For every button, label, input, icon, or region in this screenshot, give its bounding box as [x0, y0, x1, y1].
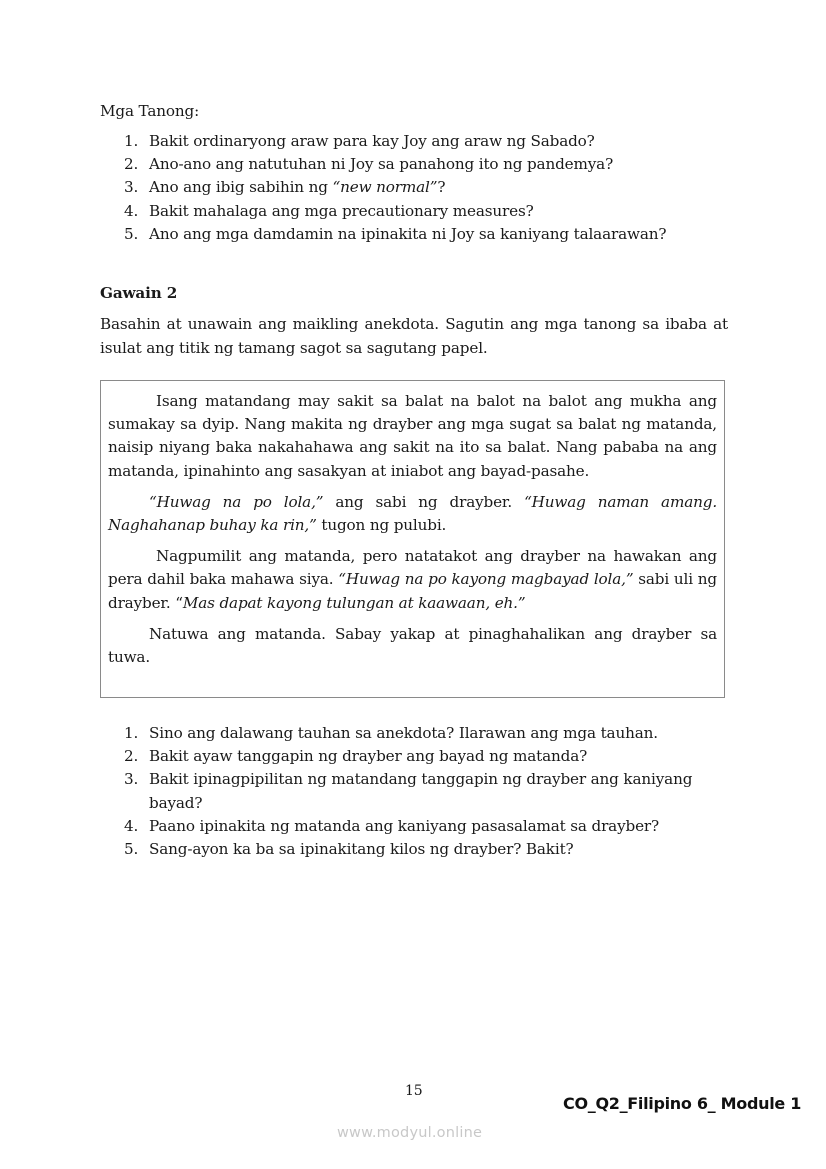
item-number: 3.	[124, 178, 139, 197]
activity-title: Gawain 2	[100, 284, 178, 302]
anecdote-paragraph-4: Natuwa ang matanda. Sabay yakap at pinaghahalikan ang drayber sa tuwa.	[108, 624, 717, 667]
list-item	[124, 815, 734, 838]
item-text: Ano-ano ang natutuhan ni Joy sa panahong ito ng pandemya?	[149, 155, 614, 174]
item-text: Ano ang mga damdamin na ipinakita ni Joy sa kaniyang talaarawan?	[149, 224, 667, 243]
item-text: Ano ang ibig sabihin ng	[149, 178, 333, 197]
quote-text: “Huwag na po kayong magbayad lola,”	[338, 570, 634, 589]
list-item	[124, 838, 734, 861]
page-number: 15	[405, 1083, 423, 1099]
item-text: Bakit ordinaryong araw para kay Joy ang araw ng Sabado?	[149, 132, 595, 150]
quote-text: “Huwag naman amang. Naghahanap buhay ka rin,”	[108, 492, 717, 535]
anecdote-paragraph-3	[108, 545, 717, 615]
item-text: Bakit ipinagpipilitan ng matandang tanggapin ng drayber ang kaniyang bayad?	[149, 770, 693, 812]
activity-instructions: Basahin at unawain ang maikling anekdota. Sagutin ang mga tanong sa ibaba at isulat ang titik ng tamang sagot sa sagutang papel.	[100, 315, 728, 357]
item-number: 4.	[124, 201, 139, 220]
anecdote-paragraph-1: Isang matandang may sakit sa balat na balot na balot ang mukha ang sumakay sa dyip. Nang makita ng drayber ang mga sugat sa balat ng matanda, naisip niyang baka nakahahawa ang sakit na ito sa balat. Nang pababa na ang matanda, ipinahinto ang sasakyan at iniabot ang bayad-pasahe.	[108, 392, 717, 480]
list-item	[124, 130, 734, 153]
quote-text: Mas dapat kayong tulungan at kaawaan, eh.”	[182, 593, 526, 612]
list-item	[124, 153, 734, 176]
module-code: CO_Q2_Filipino 6_ Module 1	[563, 1094, 802, 1113]
anecdote-box	[100, 380, 725, 698]
item-text-italic: “new normal”	[332, 178, 438, 197]
item-number: 2.	[124, 747, 139, 766]
narration-text: sabi uli ng drayber. “	[108, 570, 717, 612]
item-text: Paano ipinakita ng matanda ang kaniyang pasasalamat sa drayber?	[149, 816, 660, 835]
item-number: 5.	[124, 224, 139, 243]
item-text: ?	[437, 178, 446, 197]
questions-heading: Mga Tanong:	[100, 102, 200, 120]
item-text: Sang-ayon ka ba sa ipinakitang kilos ng drayber? Bakit?	[149, 840, 574, 859]
quote-text: “Huwag na po lola,”	[149, 492, 324, 511]
item-text: Sino ang dalawang tauhan sa anekdota? Ilarawan ang mga tauhan.	[149, 724, 658, 742]
item-number: 1.	[124, 132, 139, 150]
list-item	[124, 745, 734, 768]
list-item	[124, 176, 734, 199]
item-number: 4.	[124, 816, 139, 835]
item-number: 2.	[124, 155, 139, 174]
narration-text: ang sabi ng drayber.	[323, 492, 525, 511]
list-item	[124, 768, 734, 814]
list-item	[124, 200, 734, 223]
item-number: 1.	[124, 724, 139, 742]
narration-text: Nagpumilit ang matanda, pero natatakot ang drayber na hawakan ang pera dahil baka mahawa siya.	[108, 547, 717, 589]
questions-list-1	[124, 130, 734, 246]
item-number: 5.	[124, 840, 139, 859]
watermark: www.modyul.online	[337, 1125, 483, 1141]
item-text: Bakit mahalaga ang mga precautionary measures?	[149, 201, 534, 220]
list-item	[124, 722, 734, 745]
item-number: 3.	[124, 770, 139, 789]
list-item	[124, 223, 734, 246]
item-text: Bakit ayaw tanggapin ng drayber ang bayad ng matanda?	[149, 747, 588, 766]
anecdote-paragraph-2	[108, 491, 717, 537]
questions-list-2	[124, 722, 734, 861]
narration-text: tugon ng pulubi.	[316, 516, 447, 535]
